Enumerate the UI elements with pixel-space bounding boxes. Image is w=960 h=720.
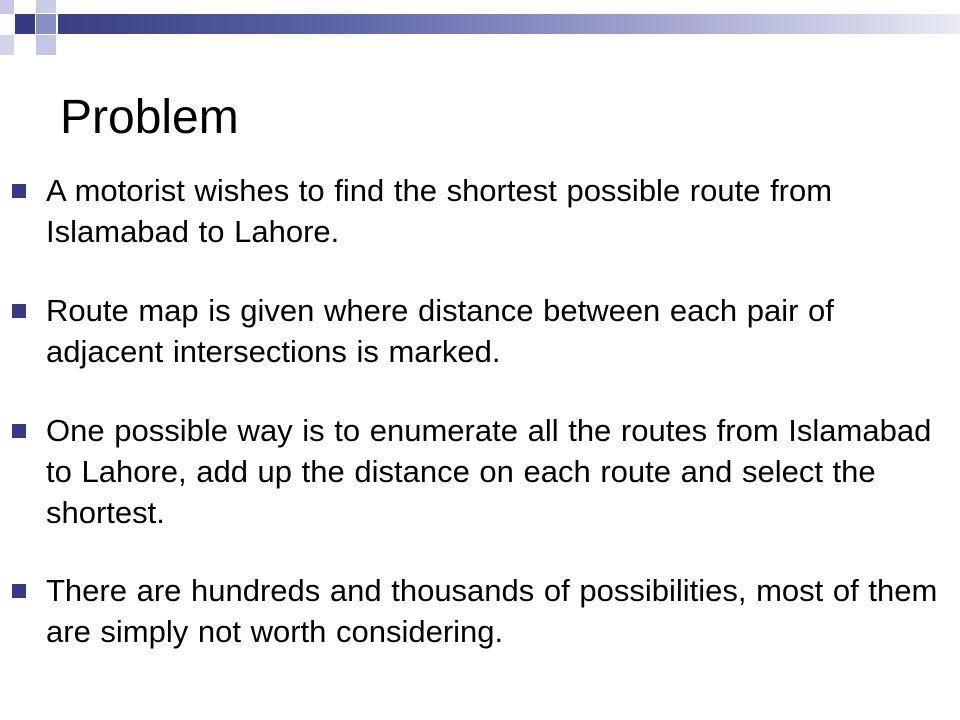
- decor-square: [15, 14, 35, 34]
- square-bullet-icon: [12, 584, 26, 598]
- bullet-text: There are hundreds and thousands of possibilities, most of them are simply not worth considering.: [46, 573, 938, 649]
- bullet-item: [0, 290, 960, 372]
- bullet-text: One possible way is to enumerate all the routes from Islamabad to Lahore, add up the distance on each route and select the shortest.: [46, 413, 932, 530]
- square-bullet-icon: [12, 184, 26, 198]
- decor-square: [0, 0, 14, 14]
- bullet-item: [0, 170, 960, 252]
- square-bullet-icon: [12, 424, 26, 438]
- square-bullet-icon: [12, 304, 26, 318]
- bullet-list: [0, 170, 960, 690]
- decor-square: [36, 0, 56, 13]
- slide-title: Problem: [60, 91, 239, 144]
- decor-square: [0, 35, 14, 55]
- header-gradient-bar: [58, 14, 960, 34]
- bullet-text: Route map is given where distance between each pair of adjacent intersections is marked.: [46, 293, 834, 369]
- bullet-item: [0, 570, 960, 652]
- bullet-text: A motorist wishes to find the shortest possible route from Islamabad to Lahore.: [46, 173, 833, 249]
- decor-square: [36, 14, 56, 34]
- header-decoration: [0, 0, 960, 60]
- decor-square: [36, 35, 56, 55]
- bullet-item: [0, 410, 960, 533]
